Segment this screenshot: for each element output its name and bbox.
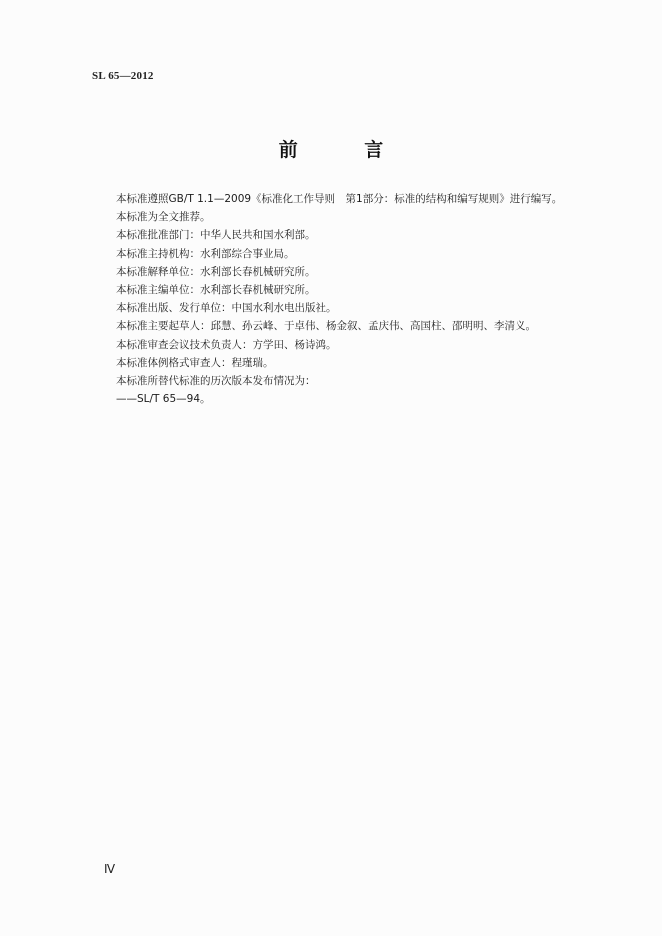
standard-code-header: SL 65—2012 xyxy=(92,70,154,82)
foreword-line: 本标准出版、发行单位：中国水利水电出版社。 xyxy=(116,302,337,315)
foreword-line: 本标准解释单位：水利部长春机械研究所。 xyxy=(116,265,316,278)
foreword-line: 本标准主持机构：水利部综合事业局。 xyxy=(116,247,295,260)
foreword-line: 本标准审查会议技术负责人：方学田、杨诗鸿。 xyxy=(116,338,337,351)
foreword-line: 本标准遵照GB/T 1.1—2009《标准化工作导则 第1部分：标准的结构和编写规则》进行编写。 xyxy=(116,193,563,205)
page-title: 前 言 xyxy=(278,139,414,161)
foreword-line: 本标准所替代标准的历次版本发布情况为： xyxy=(116,374,316,387)
foreword-line: 本标准主编单位：水利部长春机械研究所。 xyxy=(116,283,316,296)
foreword-line: ——SL/T 65—94。 xyxy=(116,393,211,406)
foreword-line: 本标准批准部门：中华人民共和国水利部。 xyxy=(116,229,316,242)
page-number: Ⅳ xyxy=(104,862,116,876)
foreword-line: 本标准体例格式审查人：程瑾瑞。 xyxy=(116,356,274,369)
foreword-line: 本标准主要起草人：邱慧、孙云峰、于卓伟、杨金叙、孟庆伟、高国柱、邵明明、李清义。 xyxy=(116,320,536,333)
foreword-body xyxy=(116,190,626,408)
foreword-line: 本标准为全文推荐。 xyxy=(116,211,211,224)
